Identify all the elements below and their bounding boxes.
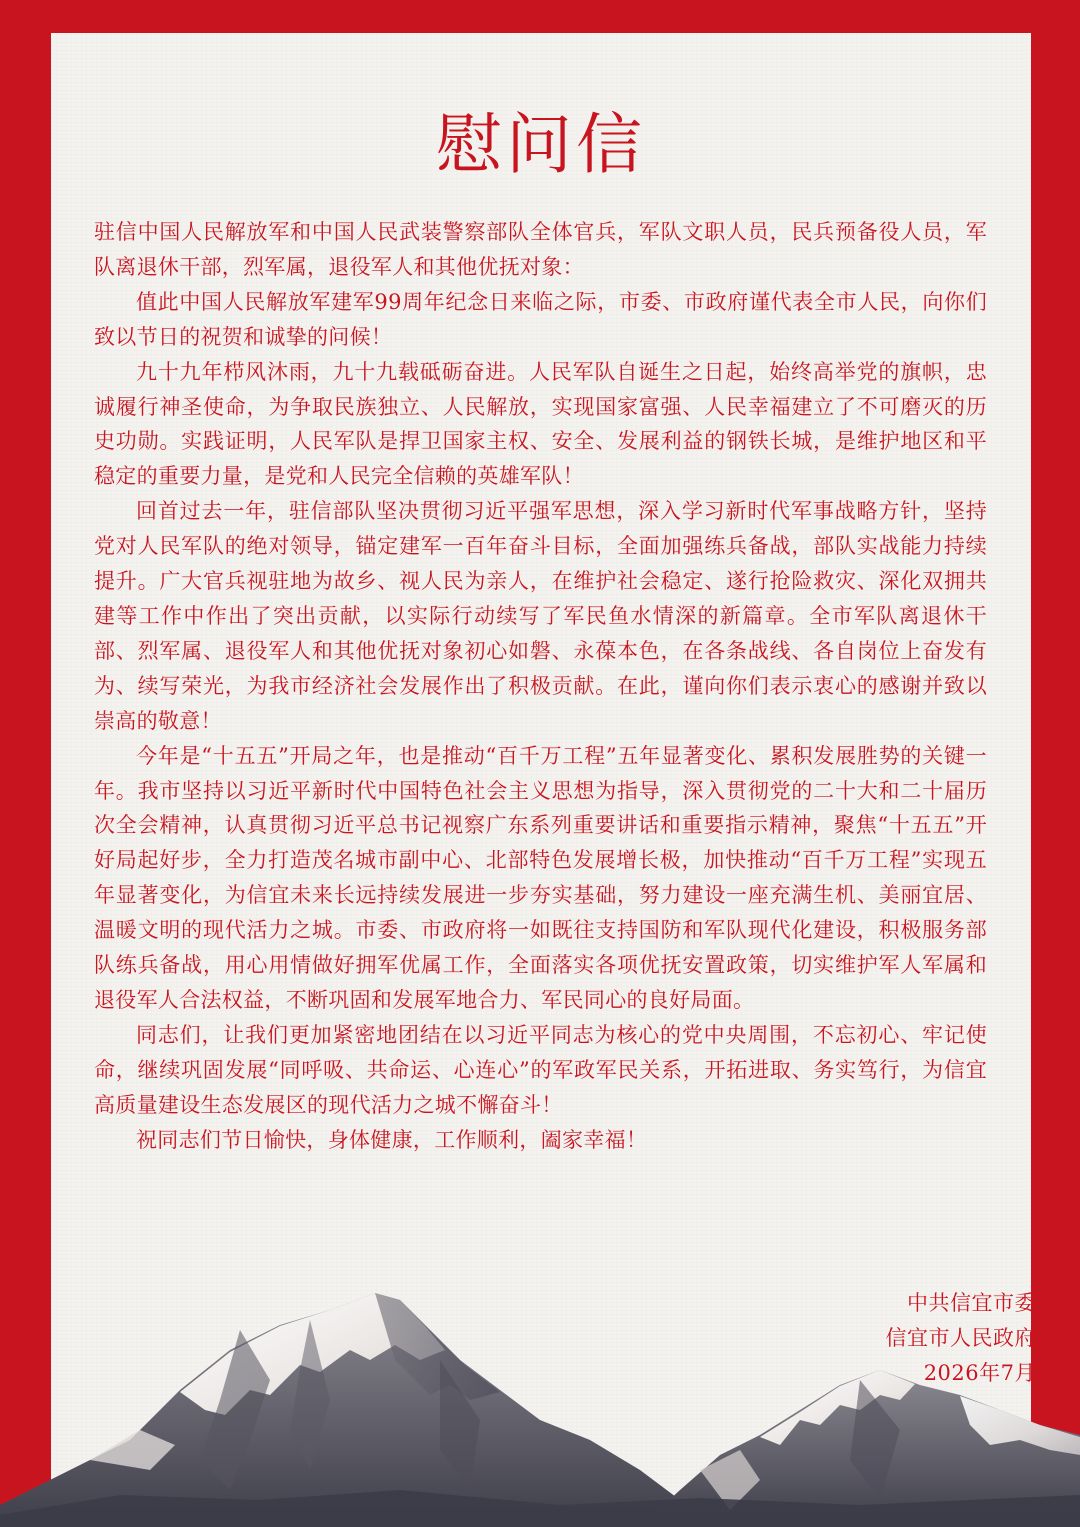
signature-org-party-committee: 中共信宜市委 bbox=[907, 1291, 1036, 1315]
closing-wish: 祝同志们节日愉快，身体健康，工作顺利，阖家幸福！ bbox=[136, 1127, 648, 1152]
paragraph: 值此中国人民解放军建军99周年纪念日来临之际，市委、市政府谨代表全市人民，向你们致以节日的祝贺和诚挚的问候！ bbox=[94, 289, 987, 349]
signature-org-government: 信宜市人民政府 bbox=[885, 1325, 1036, 1350]
paragraph: 同志们，让我们更加紧密地团结在以习近平同志为核心的党中央周围，不忘初心、牢记使命，继续巩固发展“同呼吸、共命运、心连心”的军政军民关系，开拓进取、务实笃行，为信宜高质量建设生态发展区的现代活力之城不懈奋斗！ bbox=[94, 1022, 987, 1117]
letter-title: 慰问信 bbox=[436, 106, 646, 183]
paragraph: 九十九年栉风沐雨，九十九载砥砺奋进。人民军队自诞生之日起，始终高举党的旗帜，忠诚履行神圣使命，为争取民族独立、人民解放，实现国家富强、人民幸福建立了不可磨灭的历史功勋。实践证明，人民军队是捍卫国家主权、安全、发展利益的钢铁长城，是维护地区和平稳定的重要力量，是党和人民完全信赖的英雄军队！ bbox=[94, 359, 987, 489]
paragraph: 今年是“十五五”开局之年，也是推动“百千万工程”五年显著变化、累积发展胜势的关键一年。我市坚持以习近平新时代中国特色社会主义思想为指导，深入贯彻党的二十大和二十届历次全会精神，认真贯彻习近平总书记视察广东系列重要讲话和重要指示精神，聚焦“十五五”开好局起好步，全力打造茂名城市副中心、北部特色发展增长极，加快推动“百千万工程”实现五年显著变化，为信宜未来长远持续发展进一步夯实基础，努力建设一座充满生机、美丽宜居、温暖文明的现代活力之城。市委、市政府将一如既往支持国防和军队现代化建设，积极服务部队练兵备战，用心用情做好拥军优属工作，全面落实各项优抚安置政策，切实维护军人军属和退役军人合法权益，不断巩固和发展军地合力、军民同心的良好局面。 bbox=[94, 743, 987, 1012]
salutation: 驻信中国人民解放军和中国人民武装警察部队全体官兵，军队文职人员，民兵预备役人员，军队离退休干部，烈军属，退役军人和其他优抚对象： bbox=[94, 220, 987, 279]
signature-block bbox=[886, 1286, 1037, 1391]
signature-date: 2026年7月 bbox=[923, 1360, 1036, 1385]
paragraph: 回首过去一年，驻信部队坚决贯彻习近平强军思想，深入学习新时代军事战略方针，坚持党对人民军队的绝对领导，锚定建军一百年奋斗目标，全面加强练兵备战，部队实战能力持续提升。广大官兵视驻地为故乡、视人民为亲人，在维护社会稳定、遂行抢险救灾、深化双拥共建等工作中作出了突出贡献，以实际行动续写了军民鱼水情深的新篇章。全市军队离退休干部、烈军属、退役军人和其他优抚对象初心如磐、永葆本色，在各条战线、各自岗位上奋发有为、续写荣光，为我市经济社会发展作出了积极贡献。在此，谨向你们表示衷心的感谢并致以崇高的敬意！ bbox=[94, 499, 987, 733]
